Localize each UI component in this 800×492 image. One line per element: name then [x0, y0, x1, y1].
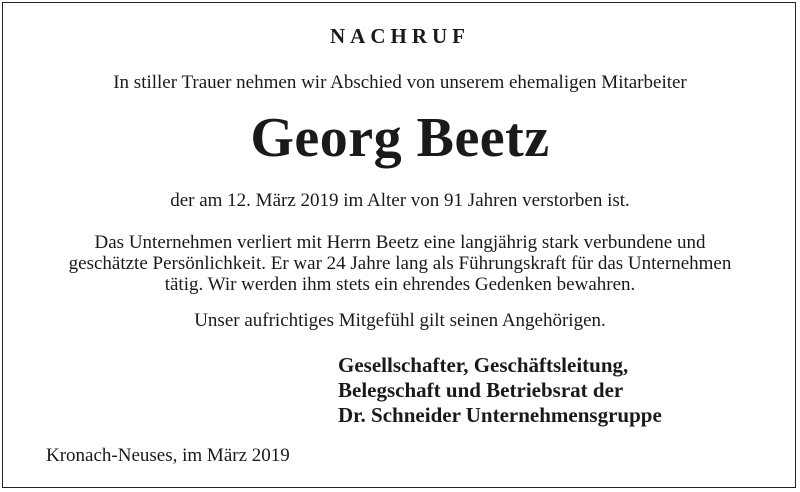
signature-line: Dr. Schneider Unternehmensgruppe	[338, 403, 662, 427]
place-date: Kronach-Neuses, im März 2019	[46, 445, 290, 466]
notice-heading: NACHRUF	[330, 24, 470, 48]
signature-line: Belegschaft und Betriebsrat der	[338, 378, 624, 402]
condolence-text: Unser aufrichtiges Mitgefühl gilt seinen Angehörigen.	[194, 310, 606, 331]
tribute-line: tätig. Wir werden ihm stets ein ehrendes Gedenken bewahren.	[164, 274, 636, 295]
signature-line: Gesellschafter, Geschäftsleitung,	[338, 353, 629, 377]
tribute-line: Das Unternehmen verliert mit Herrn Beetz eine langjährig stark verbundene und	[94, 232, 706, 253]
intro-text: In stiller Trauer nehmen wir Abschied von unserem ehemaligen Mitarbeiter	[113, 72, 687, 93]
death-statement: der am 12. März 2019 im Alter von 91 Jahren verstorben ist.	[170, 190, 630, 211]
tribute-paragraph	[0, 232, 800, 295]
tribute-line: geschätzte Persönlichkeit. Er war 24 Jahre lang als Führungskraft für das Unternehmen	[68, 253, 732, 274]
signature-block	[338, 353, 662, 428]
deceased-name: Georg Beetz	[250, 107, 550, 169]
